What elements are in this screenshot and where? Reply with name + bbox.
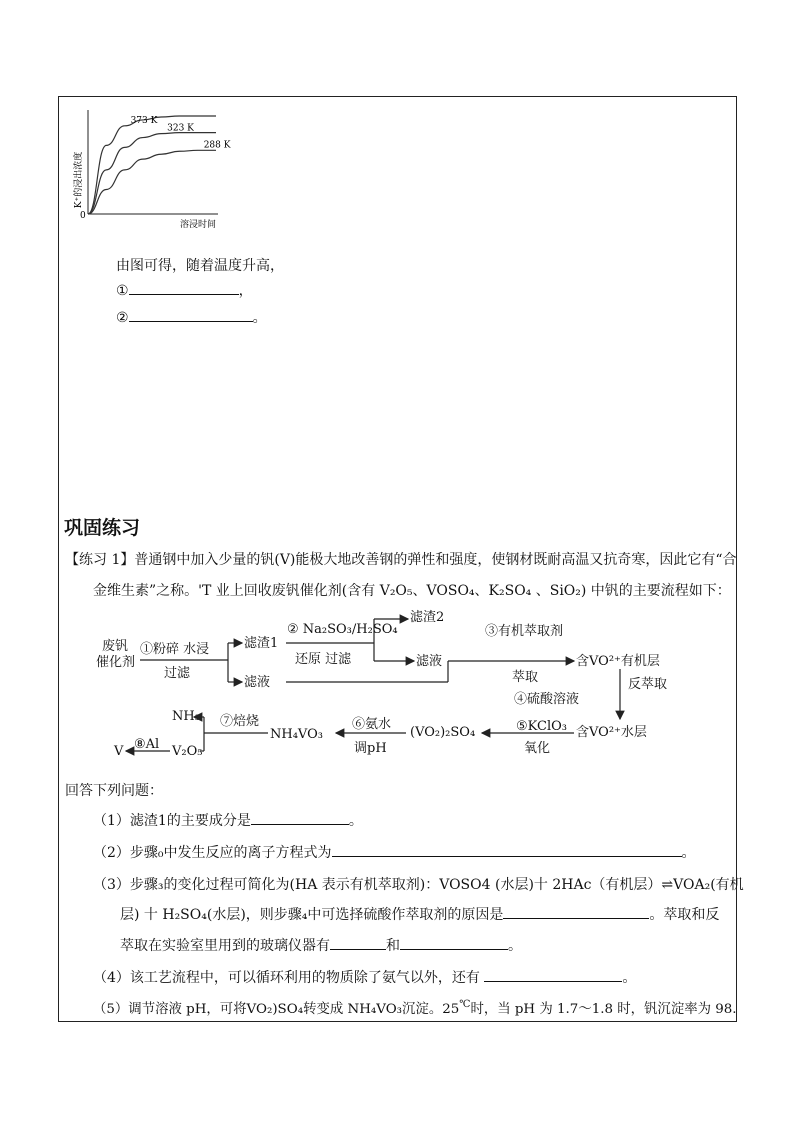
- organic-layer: 含VO²⁺有机层: [576, 654, 660, 669]
- question-item-2: [116, 307, 267, 327]
- step1-label: ①粉碎 水浸: [140, 642, 210, 657]
- nh4vo3: NH₄VO₃: [270, 727, 323, 742]
- q4-blank[interactable]: [484, 967, 622, 982]
- filtrate-top: 滤液: [416, 654, 443, 669]
- step8-label: ⑧Al: [134, 737, 160, 752]
- exercise-line-2: 金维生素”之称。'T 业上回收废钒催化剂(含有 V₂O₅、VOSO₄、K₂SO₄ 、SiO₂) 中钒的主要流程如下：: [93, 583, 731, 599]
- step4-label: ④硫酸溶液: [514, 692, 580, 707]
- chart-xlabel: 溶浸时间: [179, 220, 217, 230]
- back-extract-label: 反萃取: [628, 677, 668, 692]
- degree-symbol: ℃: [459, 999, 471, 1010]
- q3-text-a: （3）步骤₃的变化过程可简化为(HA 表示有机萃取剂)：VOSO4 (水层)十 2HAc（有机层）: [93, 877, 662, 893]
- step5-sub: 氧化: [524, 741, 551, 756]
- q3-blank-reason[interactable]: [503, 904, 649, 919]
- question-3-line1: [93, 874, 744, 894]
- q4-text: （4）该工艺流程中，可以循环利用的物质除了氨气以外，还有: [93, 970, 485, 986]
- q5-text-a: （5）调节溶液 pH，可将VO₂)SO₄转变成 NH₄VO₃沉淀。25: [93, 1002, 460, 1017]
- answer-blank-2[interactable]: [129, 307, 253, 322]
- step2-label: ② Na₂SO₃/H₂SO₄: [287, 622, 398, 637]
- q3-text-g: 。: [508, 938, 522, 954]
- item1-number: ①: [116, 283, 129, 299]
- q2-text: （2）步骤₀中发生反应的离子方程式为: [93, 845, 332, 861]
- step7-label: ⑦焙烧: [220, 714, 260, 729]
- question-5: [93, 998, 737, 1017]
- residue1: 滤渣1: [244, 636, 279, 651]
- step3-label: ③有机萃取剂: [485, 624, 564, 639]
- q2-blank[interactable]: [332, 842, 682, 857]
- answer-blank-1[interactable]: [129, 280, 239, 295]
- question-4: [93, 967, 636, 987]
- filtrate-bottom: 滤液: [244, 675, 271, 690]
- vo2so4: (VO₂)₂SO₄: [410, 725, 476, 740]
- v-product: V: [114, 744, 124, 759]
- step3-sub: 萃取: [512, 670, 539, 685]
- chart-origin: 0: [80, 211, 86, 221]
- series-label-2: 288 K: [203, 140, 231, 151]
- q5-text-b: 时，当 pH 为 1.7～1.8 时，钒沉淀率为 98.: [470, 1002, 737, 1017]
- section-title: 巩固练习: [64, 517, 141, 539]
- step6-label: ⑥氨水: [352, 717, 392, 732]
- leaching-chart: [66, 100, 236, 235]
- question-3-line2: [120, 904, 719, 924]
- item2-end: 。: [252, 310, 267, 326]
- question-1: [93, 810, 363, 830]
- step6-sub: 调pH: [354, 741, 387, 756]
- series-line-0: [88, 116, 216, 214]
- q3-blank-glass2[interactable]: [400, 935, 508, 950]
- answer-intro: 回答下列问题：: [65, 783, 163, 799]
- equilibrium-arrow: ⇌: [661, 877, 674, 893]
- step5-label: ⑤KClO₃: [516, 719, 567, 734]
- exercise-line-1: 【练习 1】普通钢中加入少量的钒(V)能极大地改善钢的弹性和强度，使钢材既耐高温又抗奇寒，因此它有“合: [65, 552, 737, 568]
- v2o5: V₂O₅: [172, 744, 203, 759]
- q3-text-d: 。萃取和反: [649, 907, 720, 923]
- q3-text-c: 层) 十 H₂SO₄(水层)，则步骤₄中可选择硫酸作萃取剂的原因是: [120, 907, 504, 923]
- question-2: [93, 842, 696, 862]
- q2-end: 。: [681, 845, 696, 861]
- q3-text-e: 萃取在实验室里用到的玻璃仪器有: [120, 938, 330, 954]
- q4-end: 。: [622, 970, 637, 986]
- item2-number: ②: [116, 310, 129, 326]
- q3-text-f: 和: [386, 938, 400, 954]
- q3-blank-glass1[interactable]: [330, 935, 386, 950]
- filter1-label: 过滤: [164, 666, 191, 681]
- feed-line1: 废钒: [102, 639, 129, 654]
- series-label-0: 373 K: [130, 115, 158, 126]
- nh3: NH₃: [172, 709, 200, 724]
- q1-text: （1）滤渣1的主要成分是: [93, 813, 251, 829]
- chart-ylabel: K⁺的浸出浓度: [74, 151, 84, 209]
- question-item-1: [116, 280, 253, 300]
- question-intro: 由图可得，随着温度升高，: [116, 258, 284, 274]
- feed-line2: 催化剂: [96, 655, 136, 670]
- q3-text-b: VOA₂(有机: [673, 877, 744, 893]
- process-flow-diagram: [80, 605, 680, 760]
- residue2: 滤渣2: [410, 610, 445, 625]
- step2-sub: 还原 过滤: [295, 652, 352, 667]
- question-3-line3: [120, 935, 522, 955]
- aqueous-layer: 含VO²⁺水层: [576, 725, 647, 740]
- q1-end: 。: [348, 813, 363, 829]
- item1-end: ，: [238, 283, 253, 299]
- series-label-1: 323 K: [167, 123, 194, 134]
- q1-blank[interactable]: [251, 810, 349, 825]
- series-line-2: [88, 150, 216, 214]
